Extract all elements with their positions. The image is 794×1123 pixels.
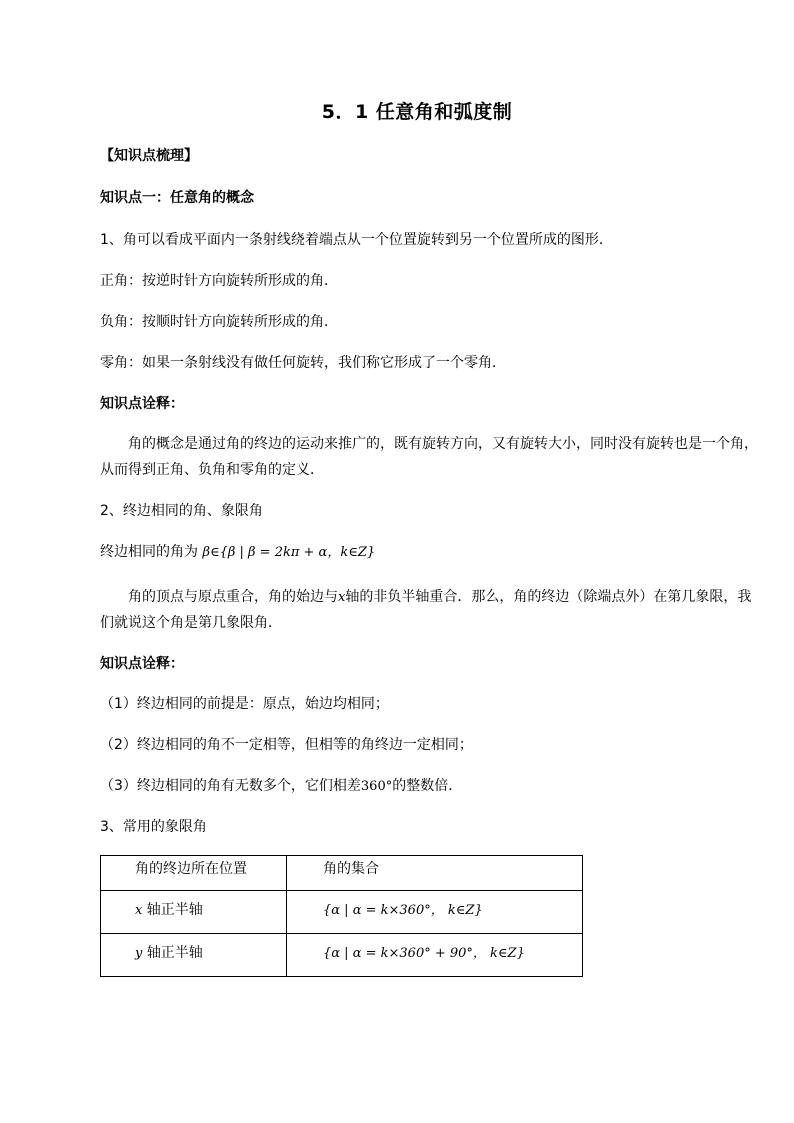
table-cell-set — [287, 891, 583, 934]
paragraph-zero-angle: 零角：如果一条射线没有做任何旋转，我们称它形成了一个零角． — [100, 355, 506, 371]
table-cell-set — [287, 934, 583, 977]
table-row — [101, 891, 583, 934]
axis-position-label: 轴正半轴 — [146, 902, 203, 918]
paragraph-positive-angle: 正角：按逆时针方向旋转所形成的角． — [100, 273, 338, 289]
quadrant-line-1-part-a: 角的顶点与原点重合，角的始边与 — [128, 589, 338, 605]
page-title: 5．1 任意角和弧度制 — [321, 101, 513, 123]
quadrant-line-1-part-b: 轴的非负半轴重合．那么，角的终边（除端点外）在第几象限，我 — [345, 589, 752, 605]
coterminal-formula-line — [100, 542, 375, 563]
table-row — [101, 934, 583, 977]
table-cell-position — [101, 891, 287, 934]
axis-variable: x — [135, 903, 143, 918]
section-header: 【知识点梳理】 — [100, 148, 198, 164]
paragraph-coterminal-heading: 2、终边相同的角、象限角 — [100, 503, 263, 519]
angle-set-formula: {α | α = k×360° + 90°， k∈Z} — [323, 946, 525, 961]
paragraph-quadrant-angles-heading: 3、常用的象限角 — [100, 819, 207, 835]
explanation-2-item-2: （2）终边相同的角不一定相等，但相等的角终边一定相同； — [100, 737, 473, 753]
table-cell-position — [101, 934, 287, 977]
angle-set-formula: {α | α = k×360°， k∈Z} — [323, 903, 483, 918]
explanation-2-item-3-part-b: 的整数倍． — [392, 778, 463, 794]
explanation-2-item-1: （1）终边相同的前提是：原点，始边均相同； — [100, 696, 389, 712]
quadrant-line-1 — [128, 587, 751, 608]
degree-value: 360° — [360, 779, 393, 794]
coterminal-prefix: 终边相同的角为 — [100, 544, 198, 560]
knowledge-point-1-title: 知识点一：任意角的概念 — [100, 190, 254, 206]
explanation-1-line-1: 角的概念是通过角的终边的运动来推广的，既有旋转方向，又有旋转大小，同时没有旋转也是一个角， — [128, 436, 758, 452]
explanation-1-line-2: 从而得到正角、负角和零角的定义． — [100, 462, 324, 478]
explanation-1-title: 知识点诠释： — [100, 396, 184, 412]
quadrant-angle-table — [100, 855, 583, 977]
explanation-2-item-3 — [100, 776, 462, 797]
quadrant-line-2: 们就说这个角是第几象限角． — [100, 615, 282, 631]
table-header-position: 角的终边所在位置 — [101, 856, 287, 891]
table-header-set: 角的集合 — [287, 856, 583, 891]
axis-position-label: 轴正半轴 — [146, 945, 203, 961]
paragraph-negative-angle: 负角：按顺时针方向旋转所形成的角． — [100, 314, 338, 330]
table-header-row — [101, 856, 583, 891]
paragraph-angle-definition: 1、角可以看成平面内一条射线绕着端点从一个位置旋转到另一个位置所成的图形． — [100, 232, 613, 248]
explanation-2-item-3-part-a: （3）终边相同的角有无数多个，它们相差 — [100, 778, 361, 794]
axis-variable: y — [135, 946, 143, 961]
x-variable: x — [338, 590, 346, 605]
coterminal-formula: β∈{β | β = 2kπ + α，k∈Z} — [202, 545, 376, 560]
explanation-2-title: 知识点诠释： — [100, 656, 184, 672]
